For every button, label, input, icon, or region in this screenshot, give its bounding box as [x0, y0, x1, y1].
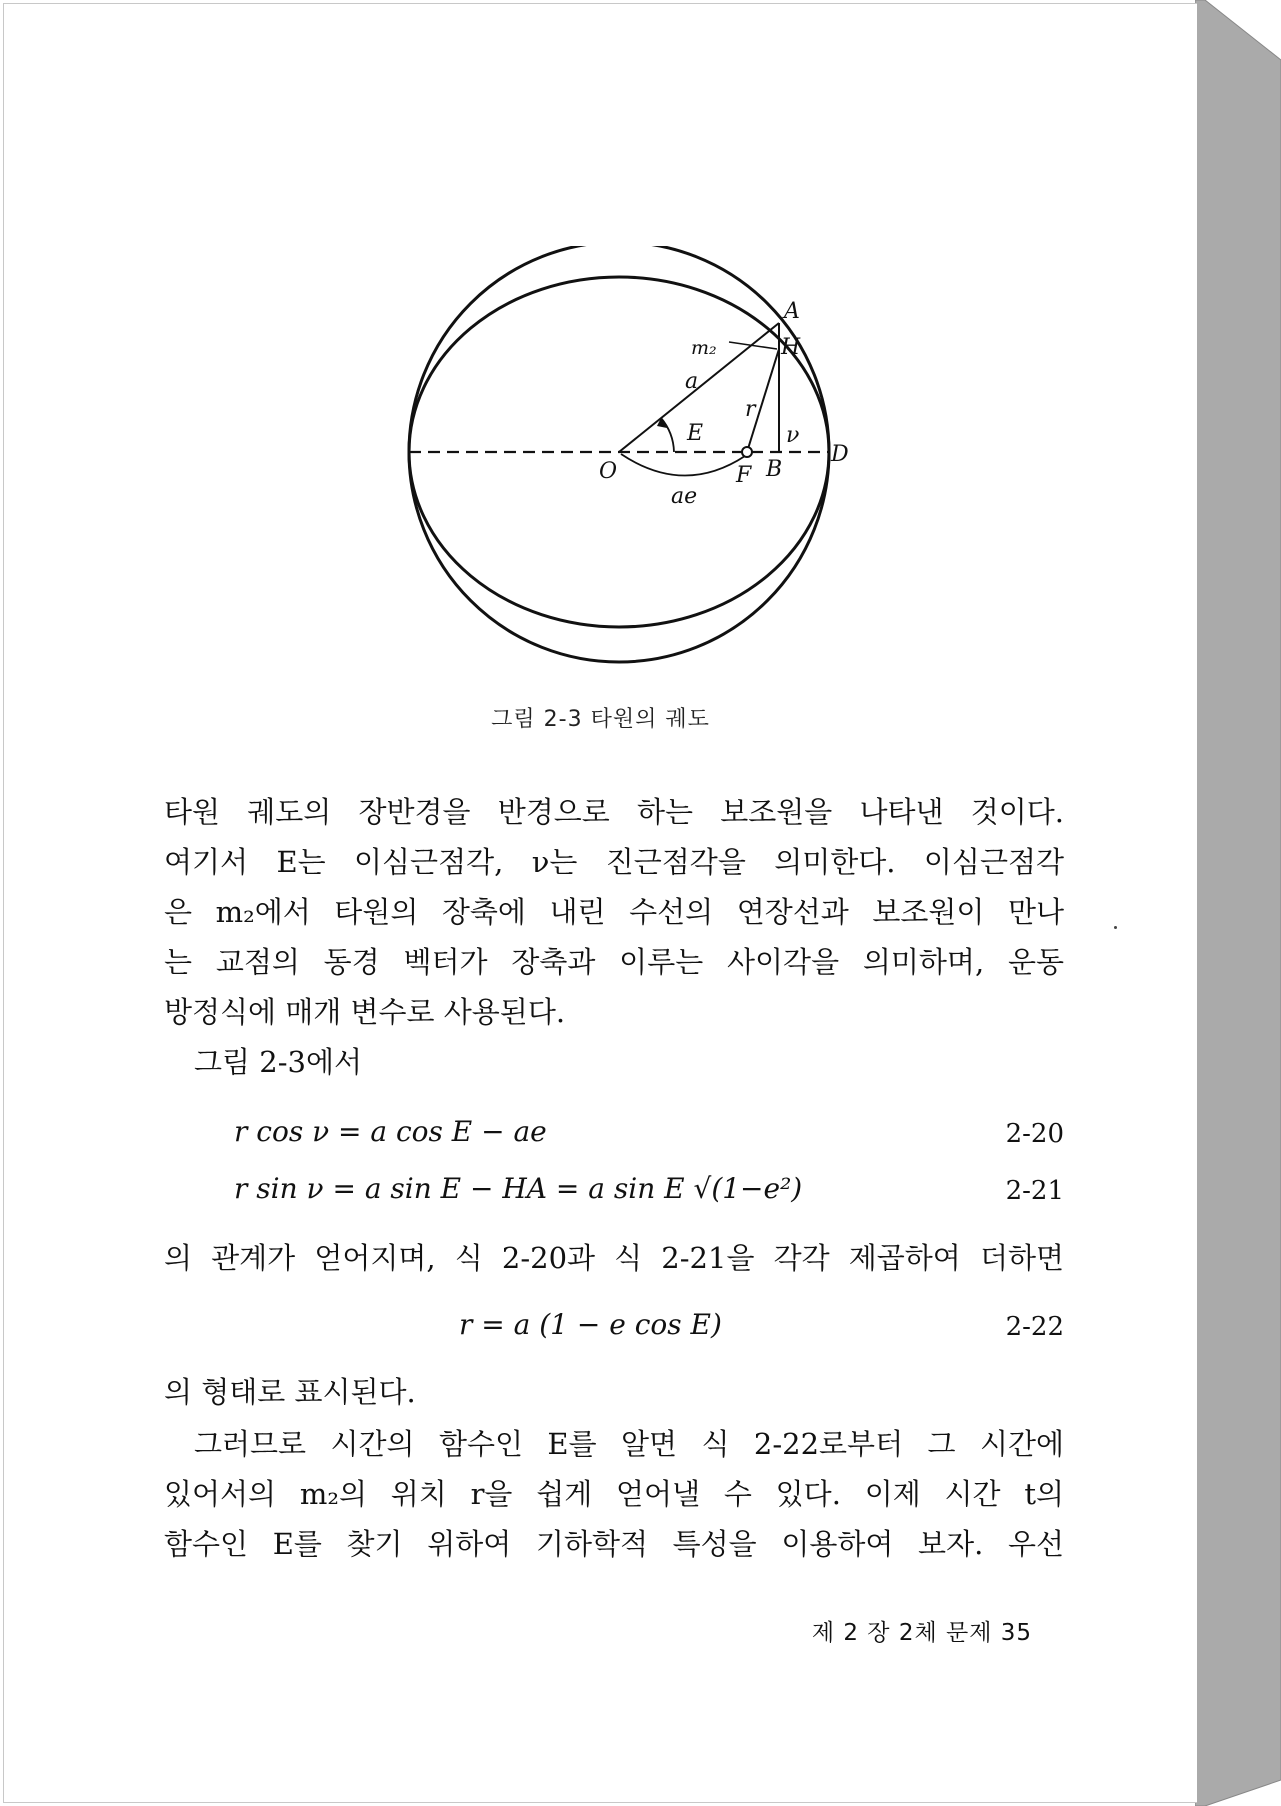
text-line: 있어서의 m₂의 위치 r을 쉽게 얻어낼 수 있다. 이제 시간 t의 [164, 1477, 1064, 1511]
intro-line [164, 1037, 1064, 1087]
ae-arc [621, 454, 745, 476]
equation-2-20 [164, 1107, 1064, 1155]
equation-expression: r sin ν = a sin E − HA = a sin E √(1−e²) [234, 1172, 803, 1205]
speck [1114, 926, 1117, 929]
text-line: 타원 궤도의 장반경을 반경으로 하는 보조원을 나타낸 것이다. [164, 795, 1064, 829]
label-b: B [766, 457, 783, 482]
figure-caption: 그림 2-3 타원의 궤도 [491, 707, 710, 732]
text-line: 그림 2-3에서 [194, 1045, 362, 1079]
label-r: r [745, 397, 756, 422]
equation-number: 2-21 [1005, 1176, 1064, 1206]
paragraph-2 [164, 1233, 1064, 1283]
paragraph-1 [164, 787, 1064, 1037]
equation-2-22 [164, 1300, 1064, 1348]
equation-2-21 [164, 1164, 1064, 1212]
text-line: 방정식에 매개 변수로 사용된다. [164, 995, 566, 1029]
label-a-point: A [784, 299, 800, 324]
page-footer: 제 2 장 2체 문제 35 [811, 1620, 1032, 1646]
book-page [3, 3, 1197, 1803]
label-f: F [736, 463, 752, 488]
text-line: 그러므로 시간의 함수인 E를 알면 식 2-22로부터 그 시간에 [194, 1427, 1064, 1461]
text-line: 은 m₂에서 타원의 장축에 내린 수선의 연장선과 보조원이 만나 [164, 895, 1064, 929]
label-d: D [831, 442, 849, 467]
equation-number: 2-20 [1005, 1119, 1064, 1149]
ellipse-orbit-diagram [399, 246, 859, 666]
paragraph-4 [164, 1419, 1064, 1569]
label-e: E [687, 421, 704, 446]
label-h: H [781, 335, 801, 360]
equation-expression: r cos ν = a cos E − ae [234, 1115, 547, 1148]
text-line: 여기서 E는 이심근점각, ν는 진근점각을 의미한다. 이심근점각 [164, 845, 1064, 879]
paragraph-3 [164, 1367, 1064, 1417]
text-line: 의 관계가 얻어지며, 식 2-20과 식 2-21을 각각 제곱하여 더하면 [164, 1241, 1064, 1275]
label-nu: ν [786, 423, 800, 448]
text-line: 는 교점의 동경 벡터가 장축과 이루는 사이각을 의미하며, 운동 [164, 945, 1064, 979]
focus-point [742, 447, 752, 457]
text-line: 함수인 E를 찾기 위하여 기하학적 특성을 이용하여 보자. 우선 [164, 1527, 1064, 1561]
text-line: 의 형태로 표시된다. [164, 1375, 416, 1409]
auxiliary-circle [409, 246, 829, 662]
equation-expression: r = a (1 − e cos E) [459, 1308, 722, 1341]
page-stack-edge [1195, 0, 1281, 1806]
label-ae: ae [671, 484, 698, 509]
label-m2: m₂ [691, 337, 717, 359]
label-a: a [685, 369, 699, 394]
label-o: O [599, 459, 618, 484]
equation-number: 2-22 [1005, 1312, 1064, 1342]
